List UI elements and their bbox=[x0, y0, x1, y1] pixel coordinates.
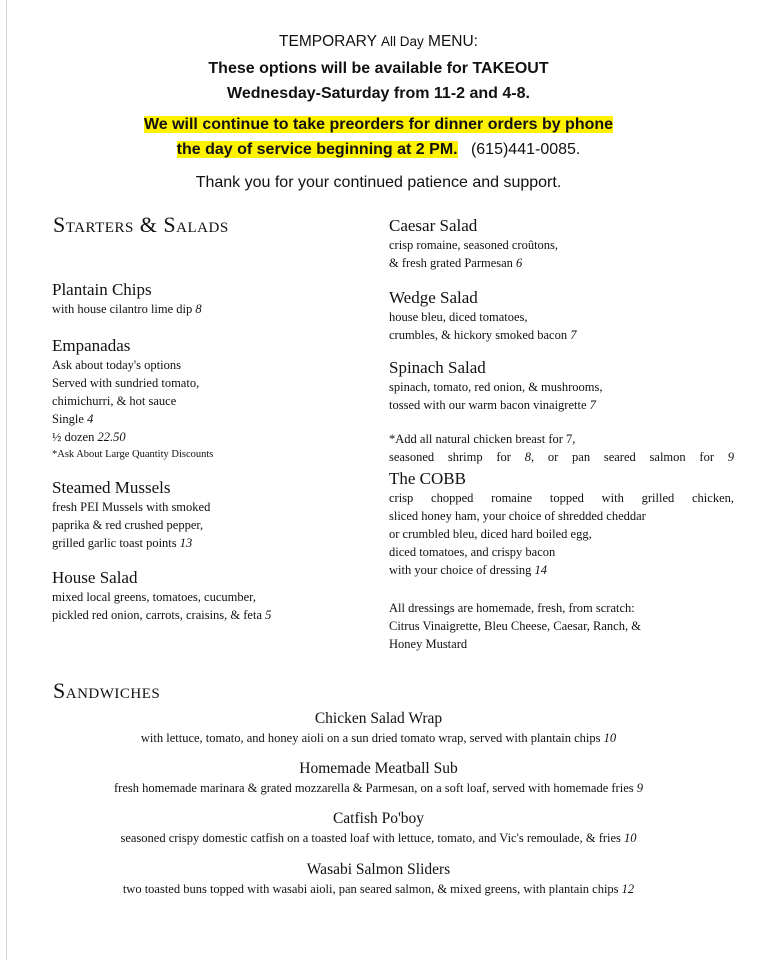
spinach-price: 7 bbox=[589, 398, 596, 412]
cobb-line3: or crumbled bleu, diced hard boiled egg, bbox=[389, 527, 592, 541]
empanadas-line2: Served with sundried tomato, bbox=[52, 376, 200, 390]
caesar-line2: & fresh grated Parmesan bbox=[389, 256, 513, 270]
empanadas-single-price: 4 bbox=[87, 412, 94, 426]
steamed-mussels-item bbox=[52, 478, 352, 552]
wedge-line2: crumbles, & hickory smoked bacon bbox=[389, 328, 568, 342]
house-salad-item bbox=[52, 568, 372, 624]
sandwich-name: Catfish Po'boy bbox=[332, 810, 425, 827]
dressings-line2: Citrus Vinaigrette, Bleu Cheese, Caesar, Ranch, & bbox=[389, 619, 641, 633]
plantain-chips-name: Plantain Chips bbox=[52, 280, 152, 299]
dressings-note bbox=[389, 599, 734, 653]
house-salad-price: 5 bbox=[265, 608, 272, 622]
cobb-line5: with your choice of dressing bbox=[389, 563, 532, 577]
cobb-line1: crisp chopped romaine topped with grilled chicken, bbox=[389, 491, 734, 505]
sandwich-name: Chicken Salad Wrap bbox=[314, 710, 443, 727]
sandwich-name: Homemade Meatball Sub bbox=[299, 760, 458, 777]
mussels-line1: fresh PEI Mussels with smoked bbox=[52, 500, 211, 514]
sandwich-desc bbox=[0, 831, 757, 846]
preorder-highlight-1: We will continue to take preorders for dinner orders by phone bbox=[143, 116, 614, 133]
addon-line2 bbox=[389, 448, 734, 466]
spinach-salad-item bbox=[389, 358, 734, 414]
plantain-chips-item bbox=[52, 280, 352, 318]
addon-note bbox=[389, 430, 734, 466]
mussels-line2: paprika & red crushed pepper, bbox=[52, 518, 204, 532]
thanks-line: Thank you for your continued patience and support. bbox=[195, 174, 562, 191]
empanadas-dozen-label: ½ dozen bbox=[52, 430, 95, 444]
sandwich-price: 9 bbox=[636, 781, 643, 795]
sandwich-desc bbox=[0, 781, 757, 796]
empanadas-line1: Ask about today's options bbox=[52, 358, 181, 372]
spinach-line1: spinach, tomato, red onion, & mushrooms, bbox=[389, 380, 603, 394]
addon-salmon-text: or pan seared salmon for bbox=[547, 450, 714, 464]
sandwich-desc-text: fresh homemade marinara & grated mozzarella & Parmesan, on a soft loaf, served with homemade fries bbox=[114, 781, 634, 795]
addon-shrimp-text: seasoned shrimp for bbox=[389, 450, 511, 464]
house-salad-line2: pickled red onion, carrots, craisins, & feta bbox=[52, 608, 262, 622]
wedge-price: 7 bbox=[570, 328, 577, 342]
cobb-line4: diced tomatoes, and crispy bacon bbox=[389, 545, 556, 559]
empanadas-note: *Ask About Large Quantity Discounts bbox=[52, 449, 214, 460]
addon-shrimp-price: 8, bbox=[524, 450, 535, 464]
plantain-chips-price: 8 bbox=[195, 302, 202, 316]
wedge-line1: house bleu, diced tomatoes, bbox=[389, 310, 528, 324]
sandwiches-section-title: Sandwiches bbox=[53, 678, 161, 703]
sandwich-desc-text: two toasted buns topped with wasabi aioli, pan seared salmon, & mixed greens, with plantain chips bbox=[122, 882, 619, 896]
preorder-highlight-2: the day of service beginning at 2 PM. bbox=[176, 141, 458, 158]
sandwich-name: Wasabi Salmon Sliders bbox=[306, 861, 451, 878]
empanadas-line3: chimichurri, & hot sauce bbox=[52, 394, 177, 408]
sandwich-price: 10 bbox=[603, 731, 617, 745]
dressings-line1: All dressings are homemade, fresh, from scratch: bbox=[389, 601, 635, 615]
sandwich-desc-text: with lettuce, tomato, and honey aioli on a sun dried tomato wrap, served with plantain chips bbox=[140, 731, 601, 745]
empanadas-name: Empanadas bbox=[52, 336, 131, 355]
hours-line: Wednesday-Saturday from 11-2 and 4-8. bbox=[227, 85, 530, 102]
phone-number: (615)441-0085. bbox=[470, 141, 581, 158]
heading-all-day: All Day bbox=[380, 34, 424, 49]
sandwich-price: 10 bbox=[624, 831, 637, 845]
addon-salmon-price: 9 bbox=[727, 450, 734, 464]
cobb-line2: sliced honey ham, your choice of shredded cheddar bbox=[389, 509, 646, 523]
sandwich-desc bbox=[0, 882, 757, 897]
menu-heading bbox=[0, 33, 757, 51]
wedge-salad-item bbox=[389, 288, 734, 344]
mussels-name: Steamed Mussels bbox=[52, 478, 171, 497]
heading-menu: MENU: bbox=[428, 33, 478, 50]
cobb-salad-item bbox=[389, 469, 734, 579]
mussels-line3: grilled garlic toast points bbox=[52, 536, 177, 550]
caesar-name: Caesar Salad bbox=[389, 216, 478, 235]
wedge-name: Wedge Salad bbox=[389, 288, 478, 307]
heading-temporary: TEMPORARY bbox=[279, 33, 377, 50]
mussels-price: 13 bbox=[179, 536, 193, 550]
caesar-price: 6 bbox=[516, 256, 523, 270]
sandwich-desc bbox=[0, 731, 757, 746]
takeout-line: These options will be available for TAKEOUT bbox=[208, 60, 549, 77]
house-salad-name: House Salad bbox=[52, 568, 138, 587]
cobb-name: The COBB bbox=[389, 469, 466, 488]
empanadas-dozen-price: 22.50 bbox=[97, 430, 126, 444]
empanadas-single-label: Single bbox=[52, 412, 84, 426]
sandwich-price: 12 bbox=[621, 882, 635, 896]
cobb-price: 14 bbox=[534, 563, 547, 577]
addon-line1: *Add all natural chicken breast for 7, bbox=[389, 432, 576, 446]
caesar-line1: crisp romaine, seasoned croûtons, bbox=[389, 238, 559, 252]
house-salad-line1: mixed local greens, tomatoes, cucumber, bbox=[52, 590, 256, 604]
spinach-line2: tossed with our warm bacon vinaigrette bbox=[389, 398, 587, 412]
sandwich-desc-text: seasoned crispy domestic catfish on a toasted loaf with lettuce, tomato, and Vic's remoulade, & fries bbox=[120, 831, 621, 845]
preorder-line-1 bbox=[0, 116, 757, 134]
empanadas-item bbox=[52, 336, 352, 464]
spinach-name: Spinach Salad bbox=[389, 358, 486, 377]
preorder-line-2 bbox=[0, 141, 757, 159]
plantain-chips-desc: with house cilantro lime dip bbox=[52, 302, 193, 316]
dressings-line3: Honey Mustard bbox=[389, 637, 468, 651]
caesar-salad-item bbox=[389, 216, 734, 272]
starters-section-title: Starters & Salads bbox=[53, 212, 229, 237]
